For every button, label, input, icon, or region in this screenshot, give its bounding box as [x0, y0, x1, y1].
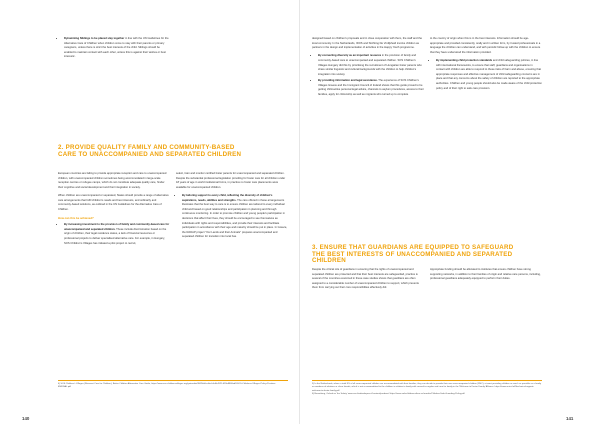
- col1-paragraph-1: European countries are failing to provide appropriate reception and care to unaccompanied children, with unaccompanied children sometimes being accommodated in large-scale reception centres or refugee camps, which do not constitute adequate quality care, hinder their cognitive and social development and their integration in society.: [58, 172, 167, 189]
- footnote-divider: [58, 380, 288, 381]
- footnote-4: 4) SOS Children's Villages (Reinvent Care for Children), Better Children Alternative Care Guide, https://www.sos-childrensvillages.org/getmedia/4842b4cb-dbcf-4e6b-9f21-ff33a8868ad5/SOS-Childrens-Villages-Policy-Position-ENFINAL.pdf: [58, 383, 276, 389]
- page-number-right: 141: [566, 416, 574, 421]
- section-3-heading-line2: THE BEST INTERESTS OF UNACCOMPANIED AND SEPARATED: [312, 250, 513, 258]
- section-2-heading-line1: 2. PROVIDE QUALITY FAMILY AND COMMUNITY-BASED: [58, 144, 235, 151]
- diversity-bullet: • By connecting diversity as an important resource in the provision of family and community-based care to unaccompanied and separated children. SOS Children's Villages Hungary did this by prioritising the recruitment of Hungarian foster parents who share similar linguistic and cultural backgrounds with the children to help children's integration into society.: [318, 54, 424, 77]
- section-3-heading: [312, 245, 544, 265]
- section-2-heading-line2: CARE TO UNACCOMPANIED AND SEPARATED CHILDREN: [58, 150, 242, 158]
- right-page: [300, 0, 600, 424]
- footnote-divider-right: [312, 380, 542, 381]
- sibling-bullet: • Dynamizing Siblings to be placed stay together in line with the UN Guidelines for the Alternative Care of Children when children come to stay with their parents or primary caregivers, unless there is strict the best interests of the child. Siblings should be enabled to maintain contact with each other, unless this is against their wishes or best interests⁴.: [64, 37, 170, 60]
- page-number-left: 140: [22, 416, 30, 421]
- right-column-4: [430, 37, 542, 95]
- section-2-heading: [58, 145, 288, 158]
- child-protection-bullet: • By implementing child protection standards and child safeguarding policies, in line with international frameworks, to ensure that staff, guardians and organisations in contact with children are able to respond to these risks of harm and abuse, ensuring that appropriate responses and effective management of child safeguarding concerns are in place and that any concerns about the safety of children are reported to the appropriate authorities. Children and young people should also be made aware of the child protection policy and of their right to safe care provision.: [436, 59, 542, 91]
- col5-paragraph-1: Despite the critical role of guardians in ensuring that the rights of unaccompanied and separated children are protected and that their best interests are safeguarded, practice is several of the countries examined in these case studies shows that guardians are often assigned to a considerable number of unaccompanied children to support, which prevents them from carrying out their core responsibilities effectively did.: [312, 268, 419, 290]
- col6-paragraph-1: Appropriate funding should be allocated to institutes that ensure children have strong supporting networks, in addition to their families of origin and relative care persons, including, professional guardians adequately equipped to perform their duties.: [430, 268, 541, 281]
- how-achieved-subhead: How can this be achieved?: [58, 215, 94, 220]
- footnote-6: 6) Bovenberg, Oxford on 'the Safety' www.sos-kinderdorpen.nl/content/probeert/ https://www.safechildrenculture.eu/anzalio/Children-Safe-Guarding-Policy.pdf: [312, 393, 465, 396]
- footnotes-right: [312, 383, 542, 397]
- right-column-6: [430, 268, 542, 285]
- left-column-1: [58, 172, 170, 250]
- section-3-heading-line1: 3. ENSURE THAT GUARDIANS ARE EQUIPPED TO SAFEGUARD: [312, 244, 514, 251]
- left-column-2: [176, 172, 288, 244]
- section-3-heading-line3: CHILDREN: [312, 257, 346, 265]
- right-column-3: [312, 37, 424, 101]
- footnote-5: 5) In the Netherlands, where a total 8% of all unaccompanied children are accommodated with their families, they can decide to provide their own unaccompanied children (RSC), at most providing children as much as possible as a family or members of relatives or close friends, which is not accommodated to the children in relation to family with several-to-regular and care for family in the 'Welcome to Foster Family' Alliance. https://www.unicef.nl/files/unicef-rapport-welcome-to-foster-family.pdf: [312, 383, 542, 392]
- col1-paragraph-2: When children are unaccompanied or separated, States should provide a range of alternative care arrangements that fulfil children's needs and best interests, and ordinarily and community-based solutions, as outlined in the UN Guidelines for the Alternative Care of Children.: [58, 193, 169, 211]
- col3-paragraph-1: designed based on children's proposals and in close cooperation with them, the staff and the local community. In the Netherlands, IDOS and Stichting De Vrolijkheid involve children as partners in the design and implementation of activities in the Happy Youth programme.: [312, 37, 422, 50]
- top-bullet-block: [58, 37, 170, 64]
- tailoring-bullet: • By tailoring support to every child, reflecting the diversity of children's aspirations, needs, abilities and strengths. The care offered in these arrangements illustrates that the best way to care is to ensure children are tailored to every individual child and based on good relationships and participation in planning and through continuous monitoring. In order to promote children and young people's participation in decisions that affect their lives, they should be encouraged to see themselves as individuals with rights and responsibilities, and provide their interests and facilitate participation in accordance with their age and maturity should be put in place. In Greece, the RADAP project "Our Lands and their Animals" prepares unaccompanied and separated children for transition into local has.: [182, 194, 288, 240]
- col2-paragraph-1: select, train and monitor certified foster parents for unaccompanied and separated children. Despite the substantial professional legislation providing for foster care for all children under 18 years of age in world institutional forms, in practice no foster care placements were available for unaccompanied children.: [176, 172, 286, 189]
- col4-paragraph-1: to the country of origin when this is in the best interests. Information should be age-appropriate and provided consistently, orally and in written form, by trusted professionals in a language the children can understand, and with periodic follow-up with the children to ensure that they have understood the information provided.: [430, 37, 541, 54]
- legal-assistance-bullet: • By providing information and legal assistance. The experience of SOS Children's Villages Greece and the Immigrant Council of Ireland shows that this guide proved to be getting child-active personal legal advice, channels to asylum procedures, access to their families, apply for citizenship as well as migrants who turned up to complete: [318, 79, 424, 97]
- right-column-5: [312, 268, 424, 295]
- investment-bullet: • By increasing investment to the provision of family and community-based care for unaccompanied and separated children. These include discrimination based on the origin of children, their legal residence status, a lack of financial resources or professional projects to deliver specialised alternative care. For example, in Hungary, SOS Children's Villages has initiated a pilot project to recruit,: [64, 223, 170, 246]
